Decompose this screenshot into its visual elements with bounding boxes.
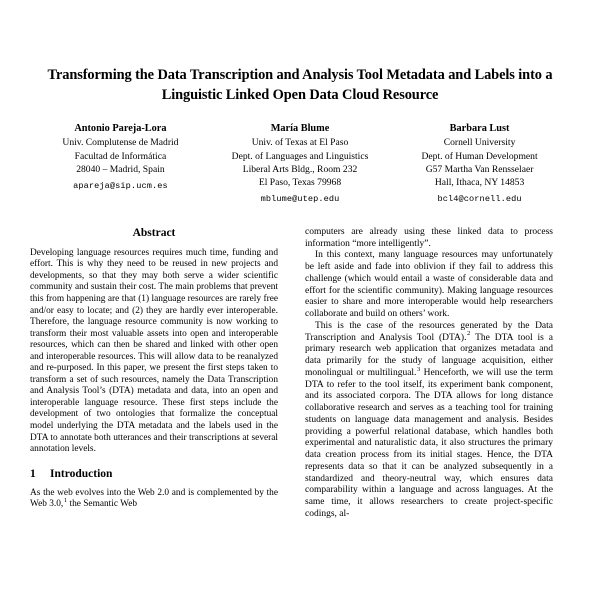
title-block — [30, 0, 570, 105]
author-affiliation-line: Facultad de Informática — [74, 150, 167, 162]
abstract-text: Developing language resources requires much time, funding and effort. This is why they need to be reused in new projects and developments, so that they may both serve a wider scientific community and sustain their cost. The main problems that prevent this from happening are that (1) language resources are rarely free and/or easy to locate; and (2) they are hardly ever interoperable. Therefore, the language resource community is now working to transform their most valuable assets into open and interoperable resources, which can then be shared and linked with other open and interoperable resources. This will allow data to be reanalyzed and re-purposed. In this paper, we present the first steps taken to transform a set of such resources, namely the Data Transcription and Analysis Tool’s (DTA) metadata and data, into an open and interoperable language resource. These first steps include the development of two ontologies that formalize the conceptual model underlying the DTA metadata and the labels used in the DTA to annotate both utterances and their transcriptions at several annotation levels. — [30, 247, 278, 455]
author-affiliation-line: 28040 – Madrid, Spain — [76, 163, 165, 175]
author-email[interactable]: apareja@sip.ucm.es — [73, 181, 168, 192]
author-name: Antonio Pareja-Lora — [74, 123, 167, 134]
author-affiliation-line: Univ. Complutense de Madrid — [62, 137, 179, 149]
author-affiliation-line: G57 Martha Van Rensselaer — [425, 163, 534, 175]
section-number: 1 — [30, 467, 36, 480]
section-title: Introduction — [50, 467, 113, 480]
author-affiliation-line: Dept. of Human Development — [421, 150, 538, 162]
intro-text-part-b: the Semantic Web — [67, 499, 138, 510]
author-entry-2 — [212, 122, 389, 207]
body-paragraph-3 — [305, 321, 553, 521]
introduction-paragraph — [30, 488, 278, 511]
author-affiliation-line: Dept. of Languages and Linguistics — [231, 150, 369, 162]
footnote-marker-2[interactable]: 2 — [467, 330, 471, 338]
author-block — [30, 122, 570, 207]
author-affiliation-line: Liberal Arts Bldg., Room 232 — [242, 163, 358, 175]
paragraph-3-text-a: This is the case of the resources generated by the Data Transcription and Analysis Tool (DTA). — [305, 320, 553, 343]
author-email[interactable]: mblume@utep.edu — [260, 194, 340, 205]
author-affiliation-line: Univ. of Texas at El Paso — [251, 137, 349, 149]
footnote-marker-3[interactable]: 3 — [417, 365, 421, 373]
author-name: María Blume — [270, 123, 330, 134]
continuation-paragraph — [305, 227, 553, 251]
author-entry-3 — [391, 122, 568, 207]
page-title: Transforming the Data Transcription and Analysis Tool Metadata and Labels into a Linguistic Linked Open Data Cloud Resource — [47, 67, 553, 103]
body-columns — [30, 227, 570, 521]
author-name: Barbara Lust — [449, 123, 510, 134]
author-entry-1 — [32, 122, 209, 207]
author-email[interactable]: bcl4@cornell.edu — [437, 194, 522, 205]
paragraph-2-text: In this context, many language resources may unfortunately be left aside and fade into oblivion if they fail to address this challenge (which would entail a waste of considerable data and effort for the scientific community). Making language resources easier to share and more interoperable would help researchers collaborate and build on others’ work. — [305, 250, 553, 320]
body-paragraph-2 — [305, 250, 553, 321]
column-left — [30, 227, 278, 521]
continuation-text: computers are already using these linked data to process information “more intelligently”. — [305, 226, 553, 249]
author-affiliation-line: El Paso, Texas 79968 — [258, 177, 342, 189]
author-affiliation-line: Cornell University — [443, 137, 516, 149]
column-right — [305, 227, 553, 521]
paragraph-3-text-c: Henceforth, we will use the term DTA to refer to the tool itself, its experiment bank component, and its associated corpora. The DTA allows for long distance collaborative research and serves as a teaching tool for training students on language data management and analysis. Besides providing a powerful relational database, which handles both experimental and naturalistic data, it also structures the primary data creation process from its initial stages. Hence, the DTA represents data so that it can be analyzed subsequently in a standardized and theory-neutral way, which ensures data comparability within a language and across languages. At the same time, it allows researchers to create project-specific codings, al- — [305, 367, 553, 519]
section-heading-introduction — [30, 468, 278, 480]
footnote-marker-1[interactable]: 1 — [63, 497, 68, 505]
author-affiliation-line: Hall, Ithaca, NY 14853 — [434, 177, 525, 189]
paragraph-3-text-b: The DTA tool is a primary research web application that organizes metadata and data primarily for the study of language acquisition, either monolingual or multilingual. — [305, 332, 553, 378]
abstract-heading: Abstract — [132, 226, 176, 239]
intro-text-part-a: As the web evolves into the Web 2.0 and is complemented by the Web 3.0, — [30, 487, 278, 510]
